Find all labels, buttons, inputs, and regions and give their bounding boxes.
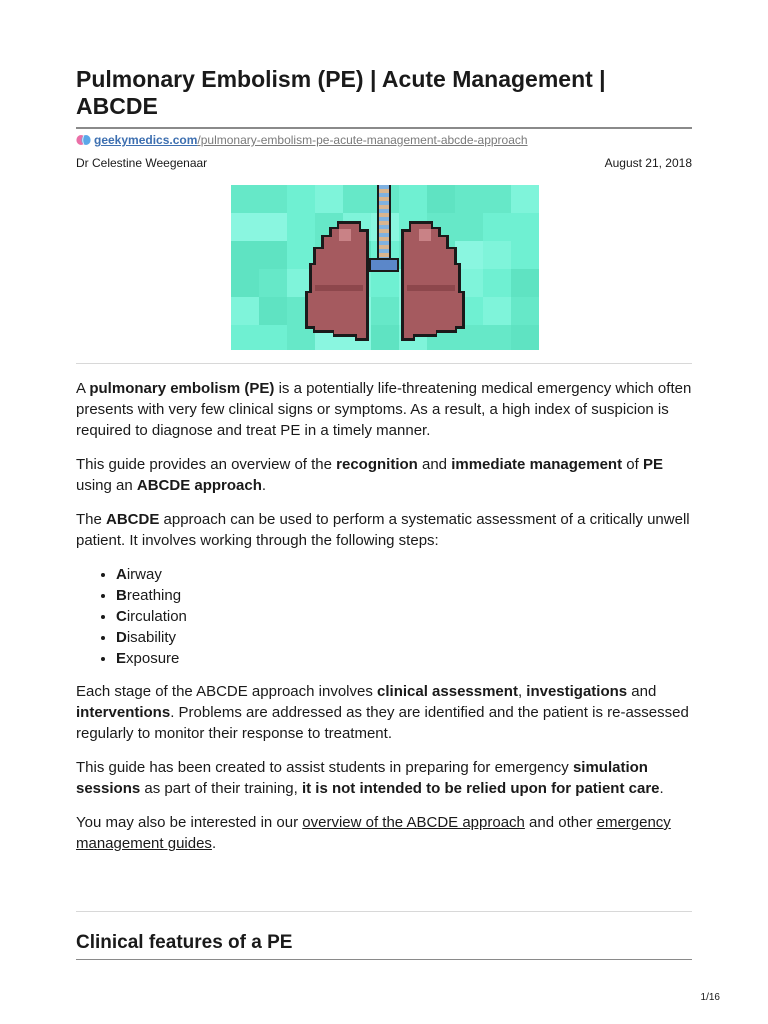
image-divider [76, 363, 692, 364]
intro-paragraph-2: This guide provides an overview of the recognition and immediate management of PE using an ABCDE approach. [76, 456, 663, 494]
article-body [76, 378, 692, 867]
page-title: Pulmonary Embolism (PE) | Acute Management | ABCDE [76, 66, 606, 119]
publish-date: August 21, 2018 [604, 156, 692, 170]
section-heading: Clinical features of a PE [76, 932, 293, 953]
title-divider [76, 127, 692, 129]
list-item: • Exposure [116, 648, 692, 669]
intro-paragraph-1: A pulmonary embolism (PE) is a potentially life-threatening medical emergency which often presents with very few clinical signs or symptoms. As a result, a high index of suspicion is required to diagnose and treat PE in a timely manner. [76, 380, 692, 439]
related-links-paragraph: You may also be interested in our overview of the ABCDE approach and other emergency management guides. [76, 814, 671, 852]
list-item: • Disability [116, 627, 692, 648]
intro-paragraph-3: The ABCDE approach can be used to perform a systematic assessment of a critically unwell patient. It involves working through the following steps: [76, 511, 690, 549]
abcde-overview-link[interactable]: overview of the ABCDE approach [302, 814, 525, 831]
disclaimer-paragraph: This guide has been created to assist students in preparing for emergency simulation sessions as part of their training, it is not intended to be relied upon for patient care. [76, 759, 664, 797]
list-item: • Circulation [116, 606, 692, 627]
list-item: • Airway [116, 564, 692, 585]
emergency-guides-link[interactable]: emergency management guides [76, 814, 671, 852]
source-link[interactable] [76, 133, 528, 147]
brain-icon [76, 134, 91, 146]
source-site[interactable]: geekymedics.com [94, 133, 198, 147]
page-number: 1/16 [700, 992, 720, 1003]
source-path[interactable]: /pulmonary-embolism-pe-acute-management-abcde-approach [197, 133, 528, 147]
author: Dr Celestine Weegenaar [76, 156, 208, 170]
article-meta [76, 156, 692, 170]
stages-paragraph: Each stage of the ABCDE approach involves clinical assessment, investigations and interventions. Problems are addressed as they are identified and the patient is re-assessed regularly to monitor their response to treatment. [76, 683, 689, 742]
section-divider [76, 911, 692, 912]
hero-image [231, 185, 539, 350]
abcde-steps-list [76, 564, 692, 669]
section-heading-divider [76, 959, 692, 960]
list-item: • Breathing [116, 585, 692, 606]
